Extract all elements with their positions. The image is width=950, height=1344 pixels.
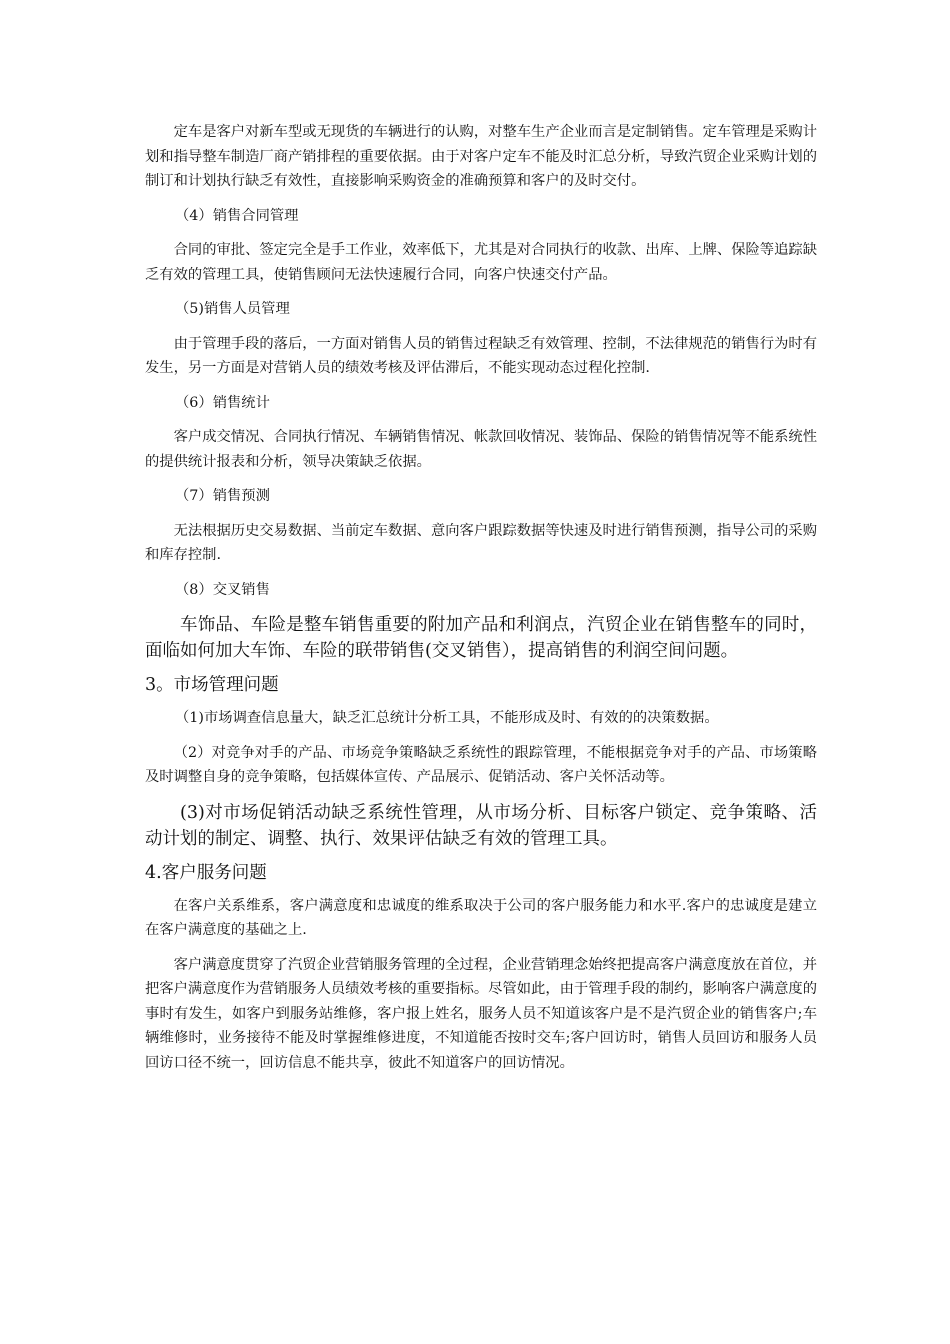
- paragraph-sales-contract: 合同的审批、签定完全是手工作业，效率低下，尤其是对合同执行的收款、出库、上牌、保险等追踪缺乏有效的管理工具，使销售顾问无法快速履行合同，向客户快速交付产品。: [145, 242, 817, 283]
- section-title-customer-service: 4.客户服务问题: [145, 862, 267, 883]
- section-title-market-management: 3。市场管理问题: [145, 675, 279, 695]
- paragraph-order-management: 定车是客户对新车型或无现货的车辆进行的认购，对整车生产企业而言是定制销售。定车管理是采购计划和指导整车制造厂商产销排程的重要依据。由于对客户定车不能及时汇总分析，导致汽贸企业采购计划的制订和计划执行缺乏有效性，直接影响采购资金的准确预算和客户的及时交付。: [145, 124, 817, 189]
- heading-sales-forecast: （7）销售预测: [175, 488, 270, 504]
- paragraph-sales-statistics: 客户成交情况、合同执行情况、车辆销售情况、帐款回收情况、装饰品、保险的销售情况等不能系统性的提供统计报表和分析，领导决策缺乏依据。: [145, 429, 817, 470]
- heading-sales-staff: （5)销售人员管理: [175, 301, 290, 317]
- heading-sales-contract: （4）销售合同管理: [175, 207, 299, 224]
- paragraph-sales-staff: 由于管理手段的落后，一方面对销售人员的销售过程缺乏有效管理、控制，不法律规范的销售行为时有发生，另一方面是对营销人员的绩效考核及评估滞后，不能实现动态过程化控制.: [145, 335, 817, 376]
- paragraph-cross-selling: 车饰品、车险是整车销售重要的附加产品和利润点，汽贸企业在销售整车的同时，面临如何加大车饰、车险的联带销售(交叉销售），提高销售的利润空间问题。: [145, 615, 817, 661]
- paragraph-customer-loyalty: 在客户关系维系，客户满意度和忠诚度的维系取决于公司的客户服务能力和水平.客户的忠诚度是建立在客户满意度的基础之上.: [145, 897, 817, 938]
- paragraph-sales-forecast: 无法根据历史交易数据、当前定车数据、意向客户跟踪数据等快速及时进行销售预测，指导公司的采购和库存控制.: [145, 522, 817, 563]
- paragraph-market-item-3: (3)对市场促销活动缺乏系统性管理，从市场分析、目标客户锁定、竞争策略、活动计划的制定、调整、执行、效果评估缺乏有效的管理工具。: [145, 802, 817, 849]
- paragraph-market-item-2: （2）对竞争对手的产品、市场竞争策略缺乏系统性的跟踪管理，不能根据竞争对手的产品、市场策略及时调整自身的竞争策略，包括媒体宣传、产品展示、促销活动、客户关怀活动等。: [145, 744, 817, 785]
- document-body: [145, 120, 817, 1075]
- heading-cross-selling: （8）交叉销售: [175, 581, 270, 598]
- heading-sales-statistics: （6）销售统计: [175, 394, 270, 411]
- paragraph-customer-satisfaction: 客户满意度贯穿了汽贸企业营销服务管理的全过程，企业营销理念始终把提高客户满意度放在首位，并把客户满意度作为营销服务人员绩效考核的重要指标。尽管如此，由于管理手段的制约，影响客户满意度的事时有发生，如客户到服务站维修，客户报上姓名，服务人员不知道该客户是不是汽贸企业的销售客户;车辆维修时，业务接待不能及时掌握维修进度，不知道能否按时交车;客户回访时，销售人员回访和服务人员回访口径不统一，回访信息不能共享，彼此不知道客户的回访情况。: [145, 956, 817, 1071]
- paragraph-market-item-1: （1)市场调查信息量大，缺乏汇总统计分析工具，不能形成及时、有效的的决策数据。: [175, 710, 719, 726]
